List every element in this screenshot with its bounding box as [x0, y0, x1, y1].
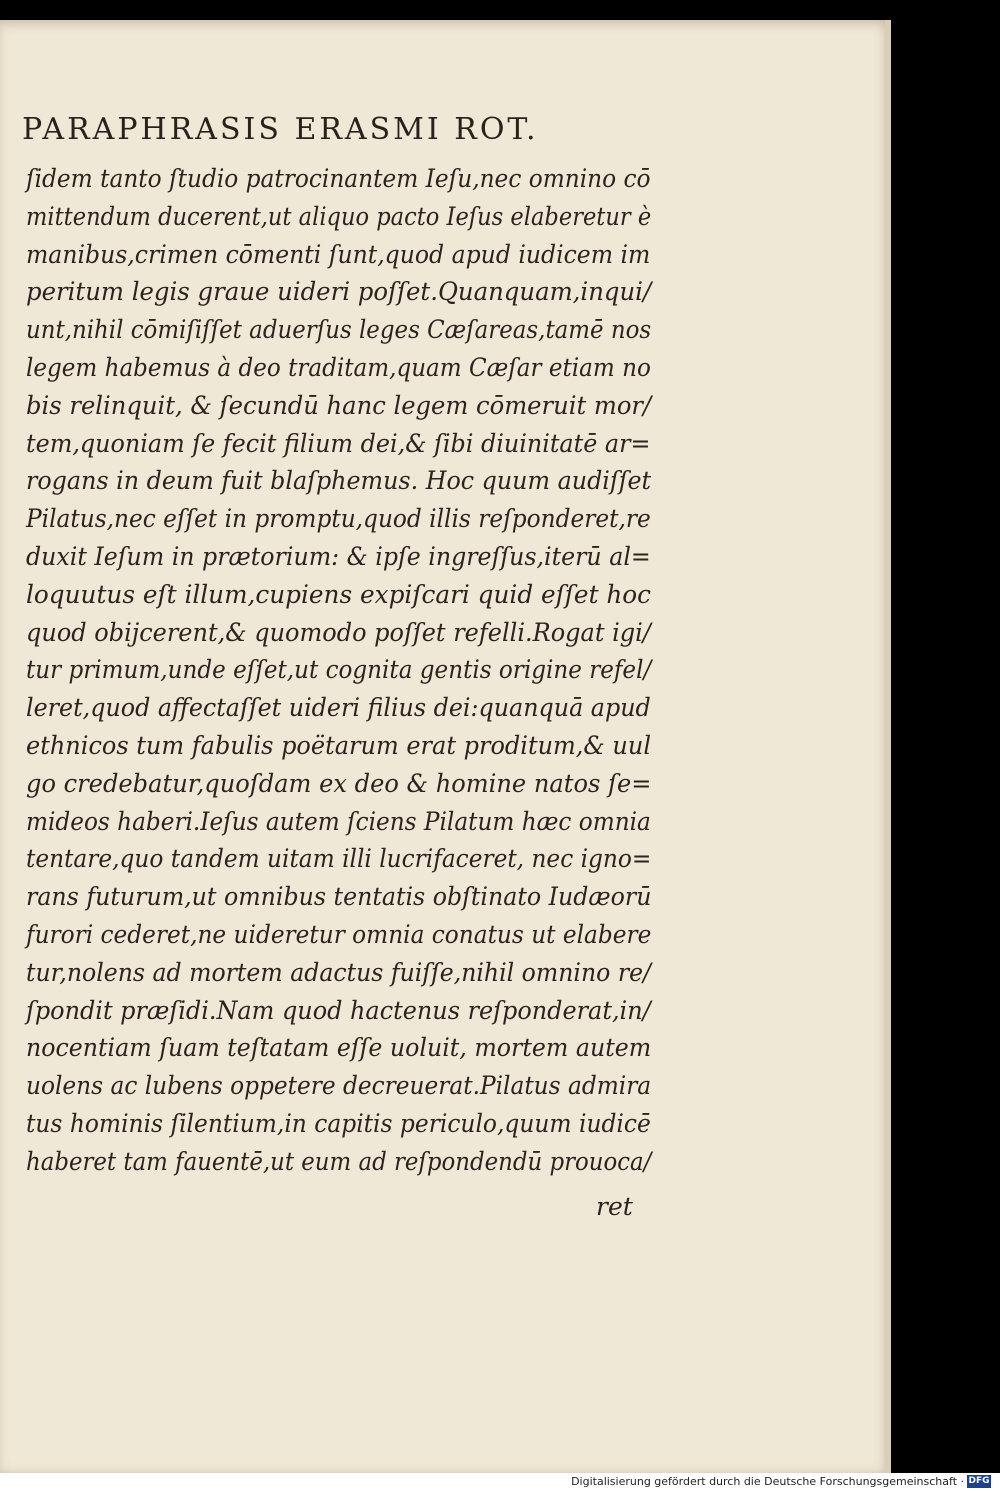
dfg-logo: DFG	[968, 1476, 990, 1486]
text-line: tem,quoniam ſe fecit filium dei,& ſibi diuinitatē ar=	[26, 428, 651, 458]
text-line: manibus,crimen cōmenti ſunt,quod apud iudicem im	[26, 239, 651, 269]
text-line: quod obijcerent,& quomodo poſſet refelli.Rogat igi/	[26, 617, 651, 647]
text-line: go credebatur,quoſdam ex deo & homine natos ſe=	[26, 768, 652, 798]
text-line: ethnicos tum fabulis poëtarum erat proditum,& uul	[26, 730, 652, 760]
text-line: ſidem tanto ſtudio patrocinantem Ieſu,nec omnino cō	[26, 164, 651, 193]
text-line: ſpondit præſidi.Nam quod hactenus reſponderat,in/	[26, 995, 651, 1025]
text-line: mideos haberi.Ieſus autem ſciens Pilatum hæc omnia	[26, 806, 651, 836]
text-line: rogans in deum fuit blaſphemus. Hoc quum audiſſet	[26, 466, 652, 496]
text-line: duxit Ieſum in prætorium: & ipſe ingreſſus,iterū al=	[26, 541, 651, 571]
text-line: rans futurum,ut omnibus tentatis obſtinato Iudæorū	[26, 882, 652, 912]
page-edge	[885, 20, 891, 1473]
text-line: bis relinquit, & ſecundū hanc legem cōmeruit mor/	[26, 390, 652, 420]
text-line: uolens ac lubens oppetere decreuerat.Pilatus admira	[26, 1071, 652, 1101]
text-line: peritum legis graue uideri poſſet.Quanquam,inqui/	[26, 277, 652, 307]
funding-credit: Digitalisierung gefördert durch die Deutsche Forschungsgemeinschaft ·	[571, 1475, 964, 1488]
text-line: tur primum,unde eſſet,ut cognita gentis origine refel/	[26, 655, 652, 685]
catchword: ret	[596, 1192, 633, 1221]
text-line: haberet tam fauentē,ut eum ad reſpondendū prouoca/	[26, 1146, 652, 1176]
text-line: loquutus eſt illum,cupiens expiſcari quid eſſet hoc	[26, 579, 652, 609]
text-line: unt,nihil cōmiſiſſet aduerſus leges Cæſareas,tamē nos	[26, 315, 652, 345]
text-line: Pilatus,nec eſſet in promptu,quod illis reſponderet,re	[26, 504, 651, 534]
body-text	[26, 160, 651, 1181]
digitization-footer	[0, 1473, 1000, 1491]
text-line: nocentiam ſuam teſtatam eſſe uoluit, mortem autem	[26, 1033, 652, 1063]
text-line: mittendum ducerent,ut aliquo pacto Ieſus elaberetur è	[26, 201, 652, 231]
text-line: furori cederet,ne uideretur omnia conatus ut elabere	[26, 919, 652, 949]
text-line: leret,quod affectaſſet uideri filius dei:quanquā apud	[26, 693, 651, 723]
text-line: tentare,quo tandem uitam illi lucrifaceret, nec igno=	[26, 844, 652, 874]
text-line: tus hominis ſilentium,in capitis periculo,quum iudicē	[26, 1108, 651, 1138]
text-line: tur,nolens ad mortem adactus fuiſſe,nihil omnino re/	[26, 957, 652, 987]
text-line: legem habemus à deo traditam,quam Cæſar etiam no	[26, 352, 651, 382]
running-head: PARAPHRASIS ERASMI ROT.	[22, 112, 539, 147]
